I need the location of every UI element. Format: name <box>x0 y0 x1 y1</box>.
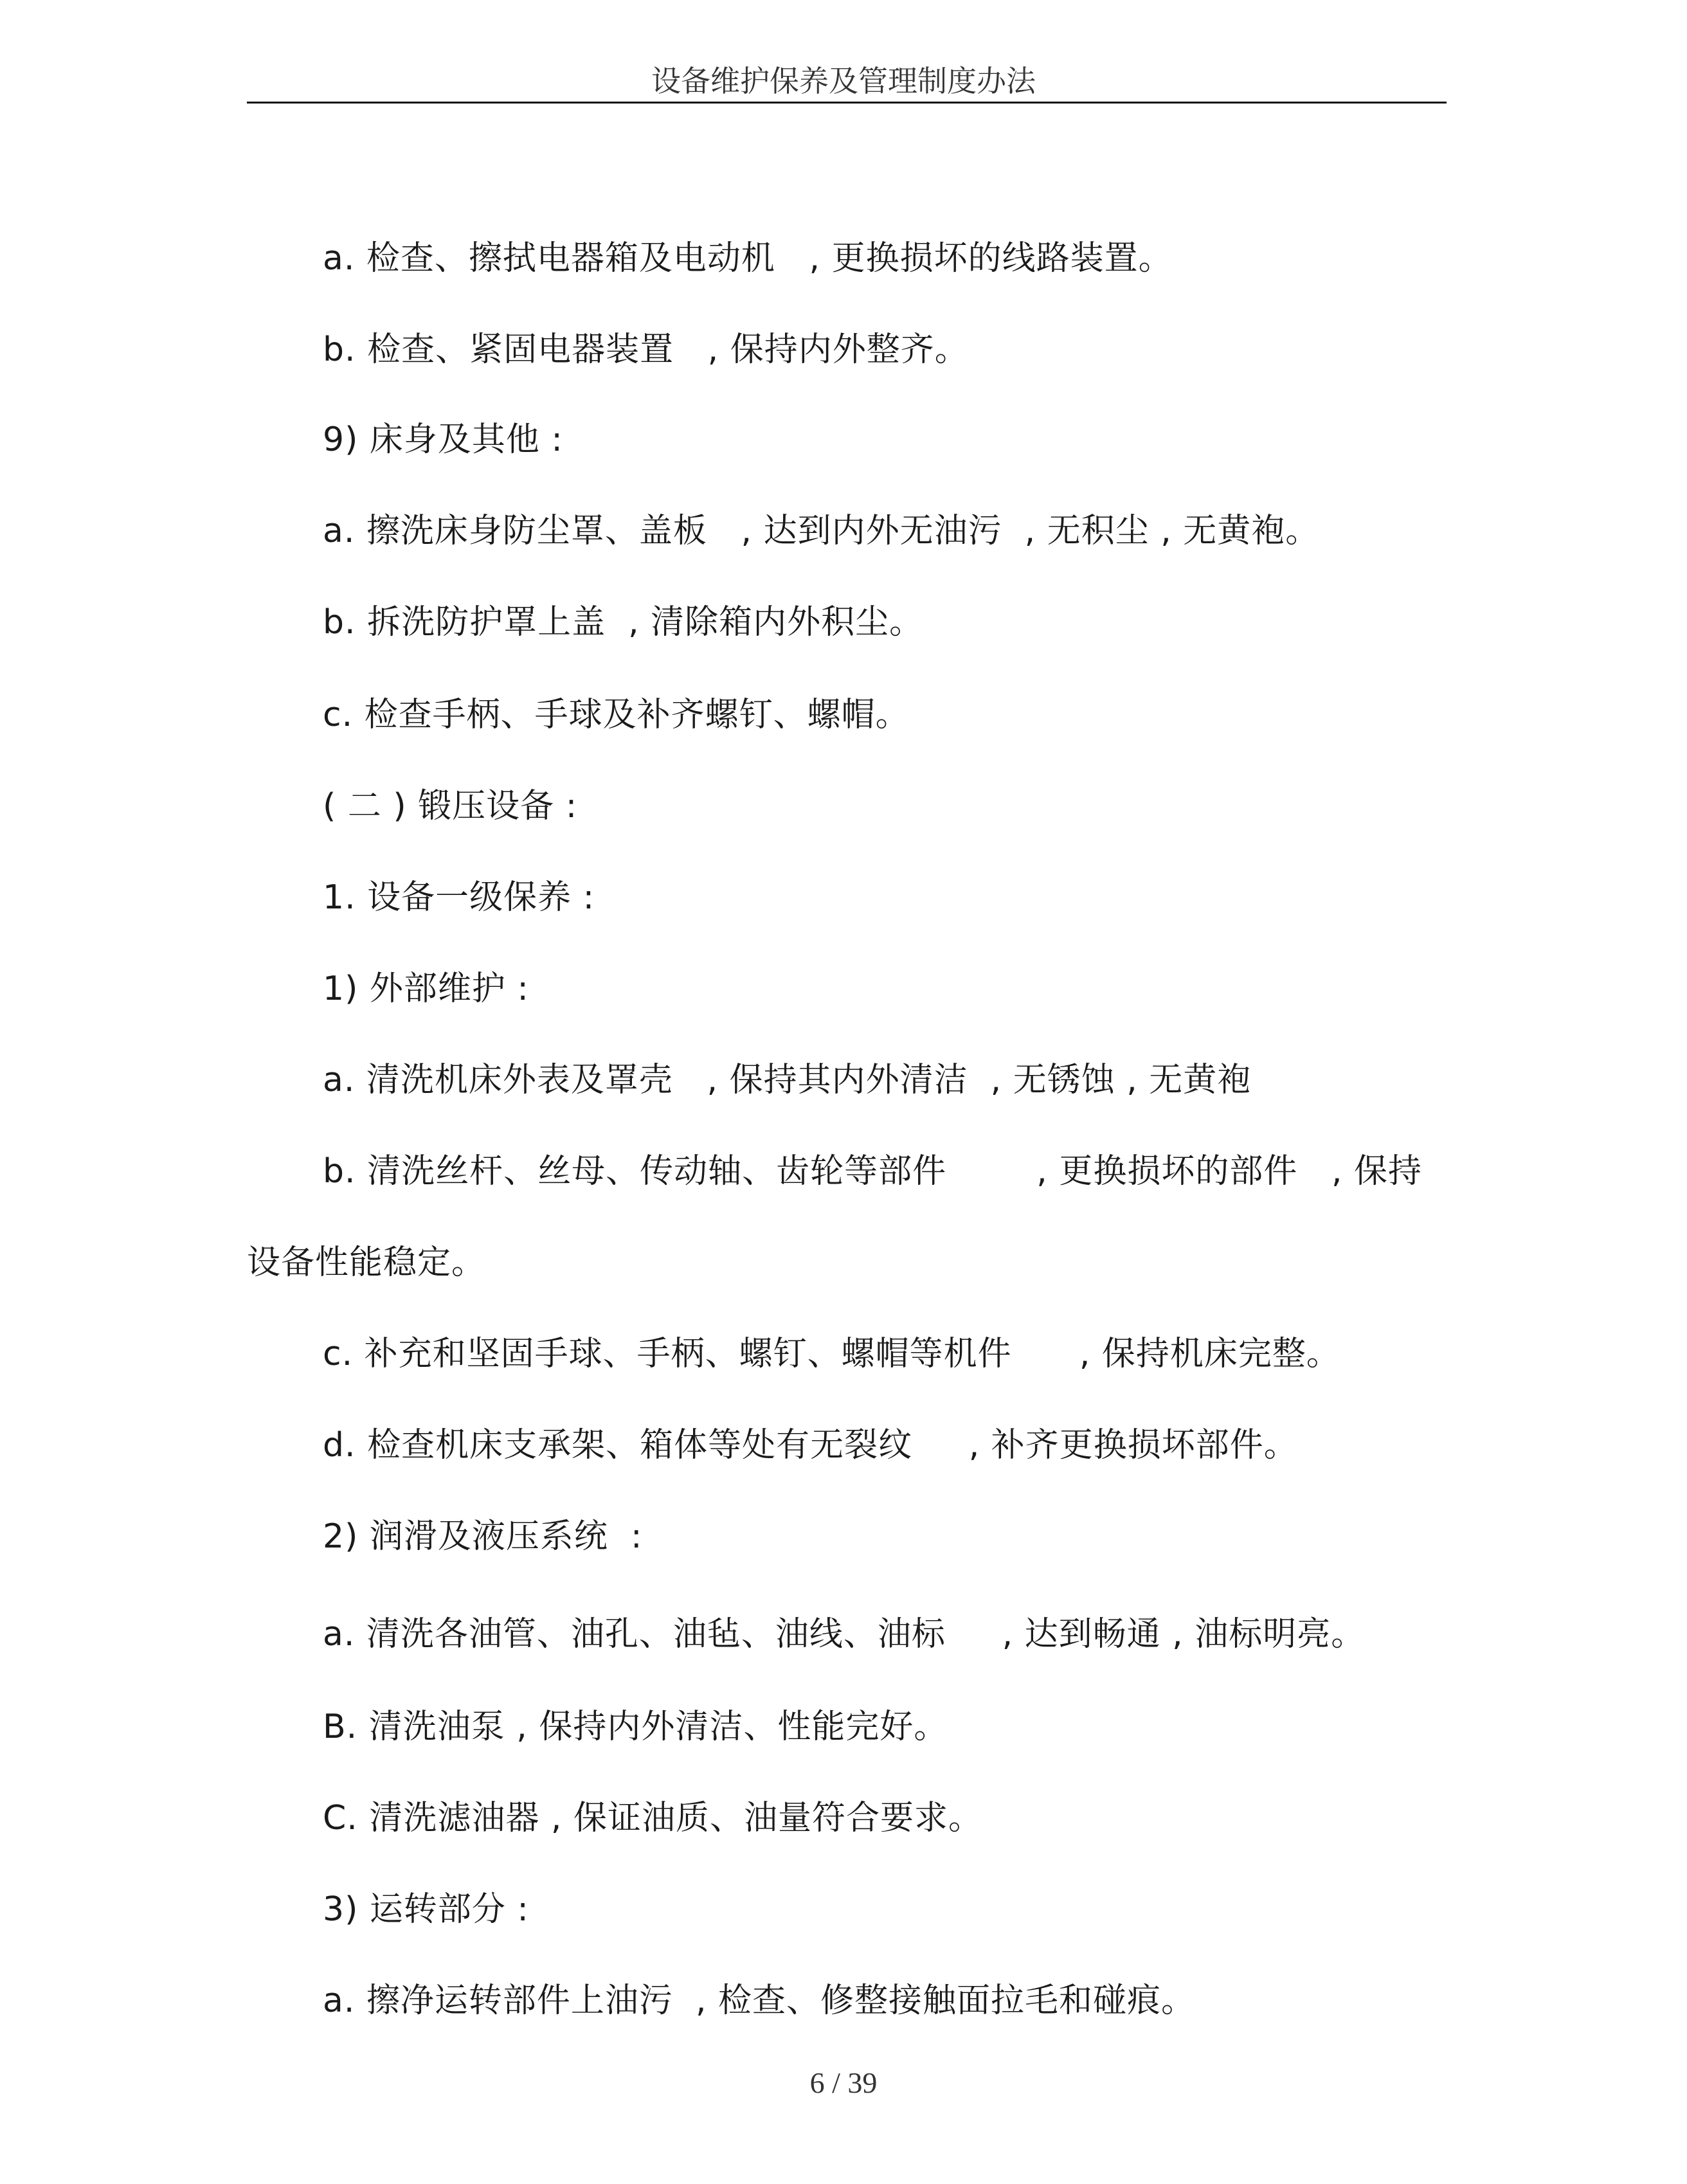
text-line-continuation: 设备性能稳定。 <box>247 1243 486 1282</box>
running-header: 设备维护保养及管理制度办法 <box>651 64 1036 98</box>
text-line: c. 检查手柄、手球及补齐螺钉、螺帽。 <box>323 696 910 734</box>
header-divider <box>247 102 1447 104</box>
page-number: 6 / 39 <box>809 2066 878 2099</box>
text-line: 9) 床身及其他 : <box>323 420 563 459</box>
text-line: C. 清洗滤油器 , 保证油质、油量符合要求。 <box>323 1799 982 1837</box>
text-line: 1. 设备一级保养 : <box>323 878 595 917</box>
text-line: B. 清洗油泵 , 保持内外清洁、性能完好。 <box>323 1708 948 1746</box>
text-line: d. 检查机床支承架、箱体等处有无裂纹 , 补齐更换损坏部件。 <box>323 1426 1298 1465</box>
text-line: a. 清洗各油管、油孔、油毡、油线、油标 , 达到畅通 , 油标明亮。 <box>323 1615 1366 1654</box>
text-line: b. 拆洗防护罩上盖 , 清除箱内外积尘。 <box>323 603 924 642</box>
text-line: 2) 润滑及液压系统 : <box>323 1517 643 1556</box>
text-line: b. 检查、紧固电器装置 , 保持内外整齐。 <box>323 330 969 369</box>
text-line: a. 擦洗床身防尘罩、盖板 , 达到内外无油污 , 无积尘 , 无黄袍。 <box>323 512 1320 550</box>
text-line: 3) 运转部分 : <box>323 1890 529 1929</box>
text-line: a. 擦净运转部件上油污 , 检查、修整接触面拉毛和碰痕。 <box>323 1981 1196 2020</box>
text-line: b. 清洗丝杆、丝母、传动轴、齿轮等部件 , 更换损坏的部件 , 保持 <box>323 1152 1423 1191</box>
text-line: a. 检查、擦拭电器箱及电动机 , 更换损坏的线路装置。 <box>323 239 1173 278</box>
section-heading: ( 二 ) 锻压设备 : <box>323 787 578 826</box>
text-line: c. 补充和坚固手球、手柄、螺钉、螺帽等机件 , 保持机床完整。 <box>323 1335 1340 1373</box>
text-line: 1) 外部维护 : <box>323 970 529 1008</box>
text-line: a. 清洗机床外表及罩壳 , 保持其内外清洁 , 无锈蚀 , 无黄袍 <box>323 1061 1252 1099</box>
